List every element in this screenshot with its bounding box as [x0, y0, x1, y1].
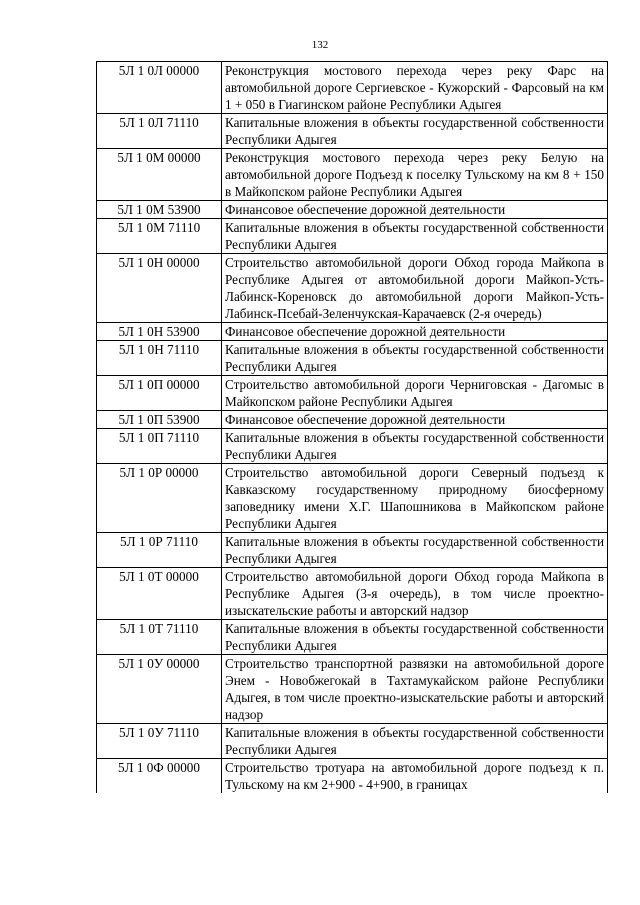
table-row: [97, 568, 608, 620]
table-row: [97, 464, 608, 533]
table-row: [97, 411, 608, 429]
code-cell: 5Л 1 0Т 71110: [97, 620, 222, 655]
table-row: [97, 219, 608, 254]
table-row: [97, 341, 608, 376]
code-cell: 5Л 1 0Н 53900: [97, 323, 222, 341]
code-cell: 5Л 1 0Л 71110: [97, 114, 222, 149]
description-cell: Капитальные вложения в объекты государственной собственности Республики Адыгея: [222, 114, 608, 149]
description-cell: Капитальные вложения в объекты государственной собственности Республики Адыгея: [222, 219, 608, 254]
code-cell: 5Л 1 0У 00000: [97, 655, 222, 724]
description-cell: Финансовое обеспечение дорожной деятельности: [222, 201, 608, 219]
code-cell: 5Л 1 0П 53900: [97, 411, 222, 429]
code-cell: 5Л 1 0Н 71110: [97, 341, 222, 376]
code-cell: 5Л 1 0Н 00000: [97, 254, 222, 323]
table-row: [97, 254, 608, 323]
code-cell: 5Л 1 0М 53900: [97, 201, 222, 219]
code-cell: 5Л 1 0Ф 00000: [97, 759, 222, 794]
description-cell: Строительство автомобильной дороги Обход города Майкопа в Республике Адыгея от автомобильной дороги Майкоп-Усть-Лабинск-Кореновск до автомобильной дороги Майкоп-Усть-Лабинск-Псебай-Зеленчукская-Карачаевск (2-я очередь): [222, 254, 608, 323]
table-row: [97, 149, 608, 201]
code-cell: 5Л 1 0У 71110: [97, 724, 222, 759]
description-cell: Строительство тротуара на автомобильной дороге подъезд к п. Тульскому на км 2+900 - 4+900, в границах: [222, 759, 608, 794]
table-row: [97, 429, 608, 464]
code-cell: 5Л 1 0Л 00000: [97, 62, 222, 114]
table-row: [97, 323, 608, 341]
description-cell: Капитальные вложения в объекты государственной собственности Республики Адыгея: [222, 620, 608, 655]
table-row: [97, 620, 608, 655]
table-row: [97, 62, 608, 114]
description-cell: Реконструкция мостового перехода через реку Фарс на автомобильной дороге Сергиевское - Кужорский - Фарсовый на км 1 + 050 в Гиагинском районе Республики Адыгея: [222, 62, 608, 114]
code-cell: 5Л 1 0Р 00000: [97, 464, 222, 533]
page-number: 132: [311, 39, 329, 51]
description-cell: Капитальные вложения в объекты государственной собственности Республики Адыгея: [222, 429, 608, 464]
code-cell: 5Л 1 0М 71110: [97, 219, 222, 254]
code-cell: 5Л 1 0Р 71110: [97, 533, 222, 568]
table-row: [97, 533, 608, 568]
code-cell: 5Л 1 0Т 00000: [97, 568, 222, 620]
budget-classification-table: [96, 61, 608, 793]
code-cell: 5Л 1 0М 00000: [97, 149, 222, 201]
table-row: [97, 759, 608, 794]
table-row: [97, 201, 608, 219]
description-cell: Реконструкция мостового перехода через реку Белую на автомобильной дороге Подъезд к поселку Тульскому на км 8 + 150 в Майкопском районе Республики Адыгея: [222, 149, 608, 201]
table-row: [97, 376, 608, 411]
description-cell: Строительство транспортной развязки на автомобильной дороге Энем - Новобжегокай в Тахтамукайском районе Республики Адыгея, в том числе проектно-изыскательские работы и авторский надзор: [222, 655, 608, 724]
description-cell: Капитальные вложения в объекты государственной собственности Республики Адыгея: [222, 724, 608, 759]
description-cell: Капитальные вложения в объекты государственной собственности Республики Адыгея: [222, 533, 608, 568]
table-row: [97, 724, 608, 759]
code-cell: 5Л 1 0П 00000: [97, 376, 222, 411]
description-cell: Финансовое обеспечение дорожной деятельности: [222, 323, 608, 341]
description-cell: Строительство автомобильной дороги Черниговская - Дагомыс в Майкопском районе Республики Адыгея: [222, 376, 608, 411]
description-cell: Капитальные вложения в объекты государственной собственности Республики Адыгея: [222, 341, 608, 376]
table-row: [97, 114, 608, 149]
description-cell: Финансовое обеспечение дорожной деятельности: [222, 411, 608, 429]
code-cell: 5Л 1 0П 71110: [97, 429, 222, 464]
table-row: [97, 655, 608, 724]
description-cell: Строительство автомобильной дороги Северный подъезд к Кавказскому государственному природному биосферному заповеднику имени Х.Г. Шапошникова в Майкопском районе Республики Адыгея: [222, 464, 608, 533]
description-cell: Строительство автомобильной дороги Обход города Майкопа в Республике Адыгея (3-я очередь), в том числе проектно-изыскательские работы и авторский надзор: [222, 568, 608, 620]
